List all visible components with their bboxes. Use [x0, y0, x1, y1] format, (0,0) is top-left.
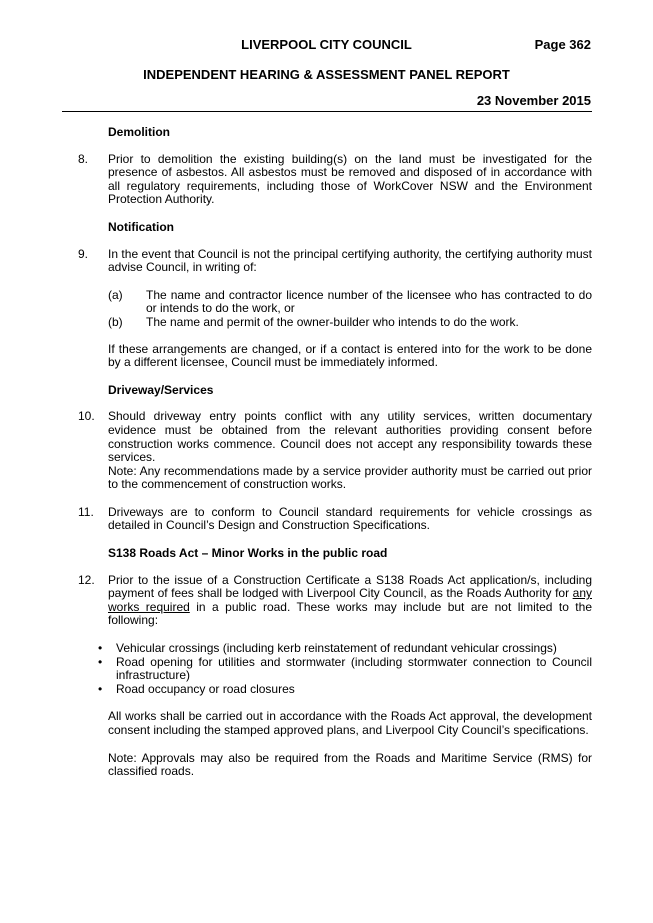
section-heading-demolition: Demolition [108, 125, 170, 139]
condition-number: 10. [78, 409, 95, 424]
condition-8 [78, 153, 592, 207]
report-date: 23 November 2015 [476, 93, 591, 108]
condition-text: Prior to demolition the existing building(s) on the land must be investigated for the presence of asbestos. All asbestos must be removed and disposed of in accordance with all regulatory requirements, including those of WorkCover NSW and the Environment Protection Authority. [108, 151, 592, 207]
page-number: Page 362 [534, 37, 591, 52]
condition-number: 12. [78, 572, 95, 587]
bullet-icon: • [98, 641, 103, 656]
section-heading-s138: S138 Roads Act – Minor Works in the public road [108, 546, 388, 561]
report-title: INDEPENDENT HEARING & ASSESSMENT PANEL REPORT [143, 67, 510, 82]
section-heading-notification: Notification [108, 219, 174, 234]
condition-number: 11. [78, 504, 94, 519]
bullet-item: • Road occupancy or road closures [98, 681, 295, 696]
condition-12 [78, 574, 592, 628]
condition-10 [78, 410, 592, 492]
sub-item-a [108, 289, 592, 316]
section-heading-driveway: Driveway/Services [108, 382, 214, 397]
sub-item-b [108, 316, 592, 330]
condition-11 [78, 506, 592, 533]
condition-text: Driveways are to conform to Council standard requirements for vehicle crossings as detailed in Council’s Design and Construction Specifications. [108, 504, 592, 533]
bullet-icon: • [98, 654, 103, 669]
s138-follow-text: All works shall be carried out in accordance with the Roads Act approval, the development consent including the stamped approved plans, and Liverpool City Council’s specifications. [108, 709, 592, 737]
notification-follow-text: If these arrangements are changed, or if a contact is entered into for the work to be done by a different licensee, Council must be immediately informed. [108, 341, 592, 370]
condition-text: In the event that Council is not the principal certifying authority, the certifying authority must advise Council, in writing of: [108, 246, 592, 275]
header-divider [62, 111, 592, 112]
sub-item-label: (a) [108, 287, 123, 302]
sub-item-text: The name and contractor licence number of the licensee who has contracted to do or intends to do the work, or [146, 287, 592, 316]
s138-note: Note: Approvals may also be required from the Roads and Maritime Service (RMS) for classified roads. [108, 750, 592, 779]
bullet-item: • Vehicular crossings (including kerb reinstatement of redundant vehicular crossings) [98, 641, 557, 656]
condition-number: 9. [78, 246, 89, 261]
sub-item-text: The name and permit of the owner-builder who intends to do the work. [146, 314, 519, 329]
condition-note: Note: Any recommendations made by a service provider authority must be carried out prior to the commencement of construction works. [108, 463, 592, 492]
document-body [78, 126, 592, 779]
condition-text: Should driveway entry points conflict with any utility services, written documentary evidence must be obtained from the relevant authorities providing consent before construction works commence. Council does not accept any responsibility towards these services. [108, 409, 592, 465]
bullet-icon: • [98, 681, 103, 696]
council-name: LIVERPOOL CITY COUNCIL [241, 37, 412, 52]
bullet-item: • Road opening for utilities and stormwater (including stormwater connection to Council infrastructure) [98, 654, 592, 683]
condition-number: 8. [78, 151, 89, 166]
underlined-text: any works required [108, 586, 592, 614]
condition-text: Prior to the issue of a Construction Certificate a S138 Roads Act application/s, including payment of fees shall be lodged with Liverpool City Council, as the Roads Authority for any works required in a public road. These works may include but are not limited to the following: [108, 572, 592, 628]
sub-item-label: (b) [108, 314, 123, 329]
condition-9 [78, 248, 592, 330]
